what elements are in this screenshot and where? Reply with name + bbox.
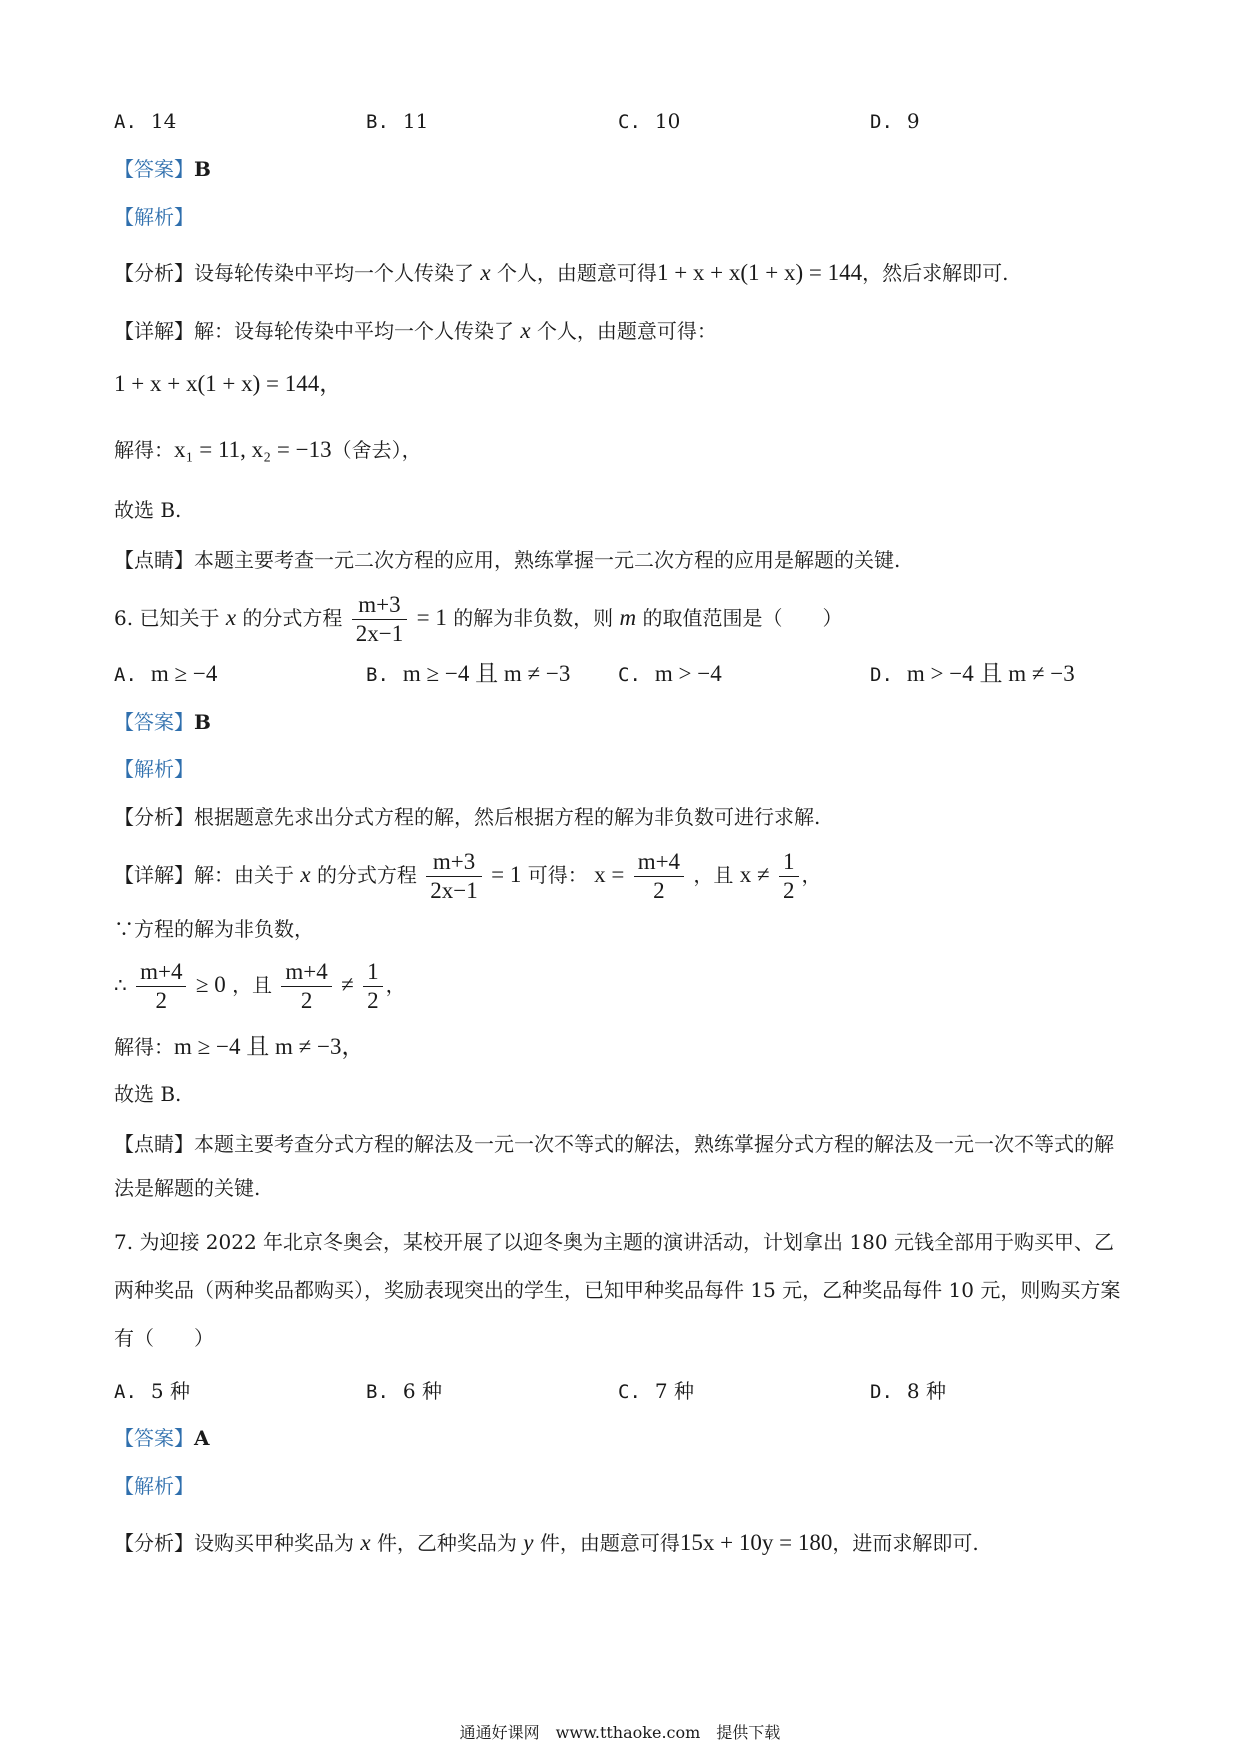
q6-option-d: D. m > −4 且 m ≠ −3 — [870, 661, 1075, 686]
q7-answer: 【答案】A — [114, 1426, 210, 1450]
q7-options — [114, 1377, 1124, 1405]
q7-stem: 7. 为迎接 2022 年北京冬奥会，某校开展了以迎冬奥为主题的演讲活动，计划拿出 180 元钱全部用于购买甲、乙两种奖品（两种奖品都购买），奖励表现突出的学生，已知甲种奖品每件 15 元，乙种奖品每件 10 元，则购买方案有（ ） — [114, 1230, 1121, 1350]
q5-fenxi: 【分析】设每轮传染中平均一个人传染了 x 个人，由题意可得1 + x + x(1 + x) = 144，然后求解即可. — [114, 260, 1009, 285]
q7-fenxi: 【分析】设购买甲种奖品为 x 件，乙种奖品为 y 件，由题意可得15x + 10y = 180，进而求解即可. — [114, 1530, 979, 1555]
q5-solve: 解得：x₁ = 11, x₂ = −13（舍去）， — [114, 437, 422, 462]
q6-options — [114, 660, 1124, 688]
q6-therefore: ∴ $\frac{m+4}{2}$ ≥ 0 ，且 $\frac{m+4}{2}$ ≠ $\frac{1}{2}$ ， — [114, 959, 406, 1013]
q6-option-c: C. m > −4 — [618, 661, 722, 686]
q5-jiexi-heading: 【解析】 — [114, 205, 194, 229]
q6-option-b: B. m ≥ −4 且 m ≠ −3 — [366, 661, 571, 686]
q6-fraction: $\frac{m+3}{2x-1}$ — [352, 592, 407, 647]
q7-option-a: A. 5 种 — [114, 1379, 190, 1403]
page-footer: 通通好课网 www.tthaoke.com 提供下载 — [459, 1723, 781, 1742]
q5-option-b: B. 11 — [366, 109, 429, 133]
q5-option-a: A. 14 — [114, 109, 177, 133]
q5-option-d: D. 9 — [870, 109, 920, 133]
q6-answer: 【答案】B — [114, 710, 211, 734]
q5-equation-line: 1 + x + x(1 + x) = 144， — [114, 371, 343, 396]
q6-solve: 解得：m ≥ −4 且 m ≠ −3， — [114, 1034, 365, 1059]
q5-xiangjie: 【详解】解：设每轮传染中平均一个人传染了 x 个人，由题意可得： — [114, 318, 717, 343]
q5-answer: 【答案】B — [114, 157, 211, 181]
q6-option-a: A. m ≥ −4 — [114, 661, 218, 686]
q7-jiexi-heading: 【解析】 — [114, 1474, 194, 1498]
q6-since: ∵方程的解为非负数， — [114, 917, 314, 941]
q6-fenxi: 【分析】根据题意先求出分式方程的解，然后根据方程的解为非负数可进行求解. — [114, 805, 821, 829]
q6-xiangjie: 【详解】解：由关于 x 的分式方程 $\frac{m+3}{2x-1}$ = 1 可得： x = $\frac{m+4}{2}$ ，且 x ≠ $\frac{1}{2}$ ， — [114, 849, 822, 903]
q7-option-c: C. 7 种 — [618, 1379, 694, 1403]
q6-jiexi-heading: 【解析】 — [114, 757, 194, 781]
q6-stem: 6. 已知关于 x 的分式方程 $\frac{m+3}{2x-1}$ = 1 的解为非负数，则 m 的取值范围是（ ） — [114, 592, 843, 646]
q5-choose: 故选 B. — [114, 498, 182, 522]
q7-option-d: D. 8 种 — [870, 1379, 946, 1403]
q6-dianjing: 【点睛】本题主要考查分式方程的解法及一元一次不等式的解法，熟练掌握分式方程的解法及一元一次不等式的解法是解题的关键. — [114, 1132, 1114, 1200]
q5-dianjing: 【点睛】本题主要考查一元二次方程的应用，熟练掌握一元二次方程的应用是解题的关键. — [114, 548, 901, 572]
q5-options — [114, 107, 1124, 135]
q5-option-c: C. 10 — [618, 109, 681, 133]
q7-option-b: B. 6 种 — [366, 1379, 442, 1403]
q6-choose: 故选 B. — [114, 1082, 182, 1106]
answer-tag: 【答案】 — [114, 157, 194, 181]
